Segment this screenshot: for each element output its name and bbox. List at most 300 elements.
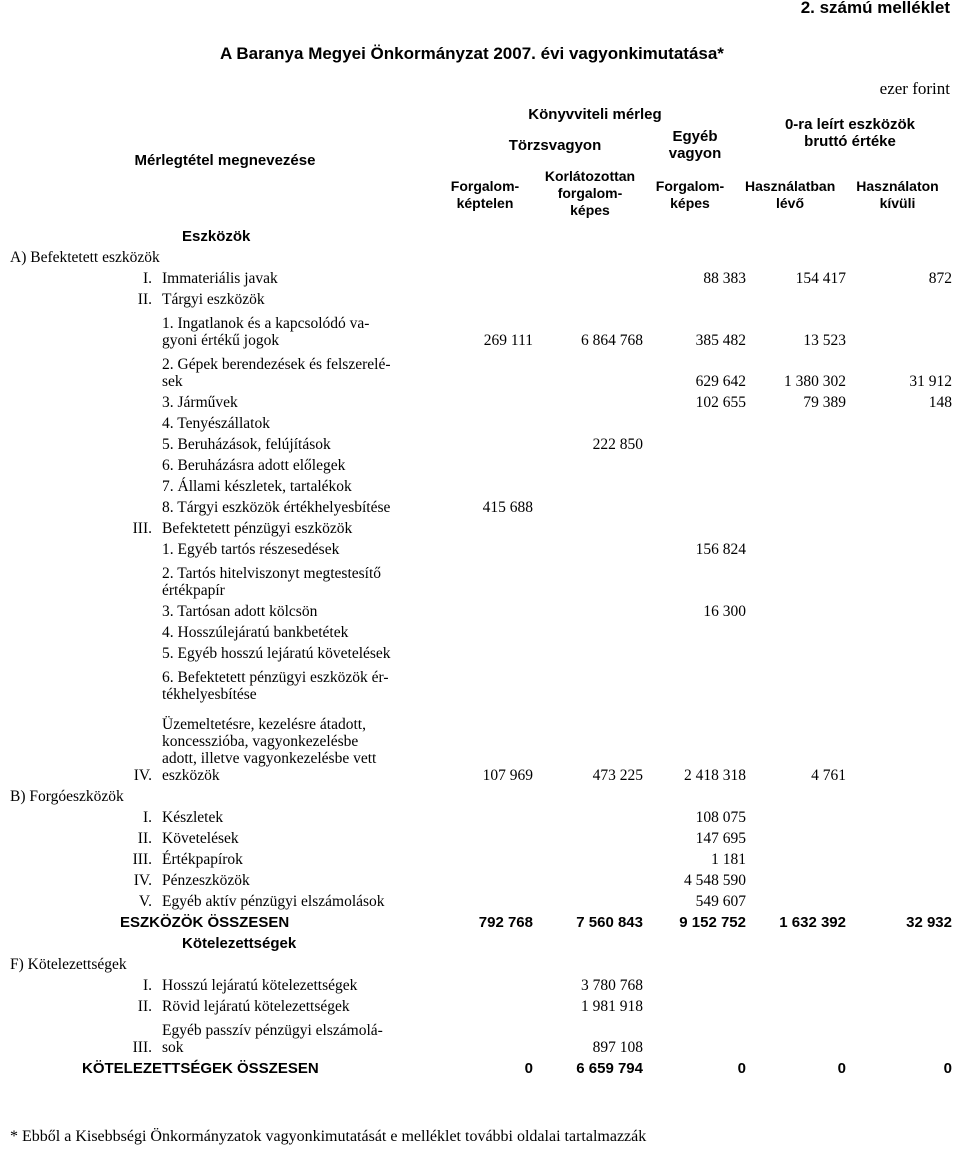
table-row [0, 994, 960, 1015]
row-value [651, 994, 754, 1015]
row-value [441, 432, 541, 453]
row-item-label: 2. Gépek berendezések és felszerelé- sek [162, 356, 391, 390]
row-value [854, 641, 960, 662]
row-roman-numeral [120, 474, 158, 495]
row-value [441, 558, 541, 599]
header-core-assets: Törzsvagyon [508, 137, 602, 154]
row-value [441, 245, 541, 266]
row-value: 16 300 [703, 603, 746, 620]
row-value [754, 516, 854, 537]
row-roman-numeral: I. [142, 977, 152, 994]
row-value [854, 805, 960, 826]
row-value: 107 969 [482, 767, 533, 784]
row-roman-numeral [120, 558, 158, 599]
row-group-label [0, 620, 120, 641]
row-item-label: Egyéb passzív pénzügyi elszámolá- sok [162, 1022, 383, 1056]
row-value [754, 558, 854, 599]
table-row [0, 620, 960, 641]
row-value: 6 864 768 [581, 332, 643, 349]
row-value [541, 599, 651, 620]
row-value [854, 474, 960, 495]
row-roman-numeral [120, 432, 158, 453]
row-item-label: Kötelezettségek [182, 935, 297, 952]
row-value [541, 620, 651, 641]
row-value: 2 418 318 [684, 767, 746, 784]
row-value [854, 411, 960, 432]
row-value [651, 952, 754, 973]
row-group-label [0, 973, 120, 994]
row-value [541, 889, 651, 910]
row-value [651, 1015, 754, 1056]
row-value [441, 474, 541, 495]
row-value [754, 453, 854, 474]
row-value [754, 599, 854, 620]
row-group-label [0, 931, 120, 952]
table-row [0, 495, 960, 516]
row-value [441, 994, 541, 1015]
row-value [441, 349, 541, 390]
row-group-label [0, 868, 120, 889]
page-title: A Baranya Megyei Önkormányzat 2007. évi vagyonkimutatása* [220, 44, 724, 63]
row-value [541, 847, 651, 868]
row-value [441, 952, 541, 973]
row-value [441, 620, 541, 641]
row-value [441, 390, 541, 411]
row-item-label: ESZKÖZÖK ÖSSZESEN [120, 914, 290, 931]
table-row [0, 287, 960, 308]
row-value [651, 641, 754, 662]
table-row [0, 245, 960, 266]
row-value [541, 641, 651, 662]
row-roman-numeral [120, 349, 158, 390]
row-group-label [0, 308, 120, 349]
row-group-label [0, 910, 120, 931]
row-value [541, 287, 651, 308]
row-value [754, 495, 854, 516]
row-value [651, 287, 754, 308]
row-value [651, 662, 754, 703]
row-value [754, 432, 854, 453]
row-value [854, 662, 960, 703]
row-value [854, 599, 960, 620]
row-group-label [0, 287, 120, 308]
row-value: 1 981 918 [581, 998, 643, 1015]
row-value [541, 266, 651, 287]
table-row [0, 868, 960, 889]
row-value [754, 826, 854, 847]
row-value [441, 847, 541, 868]
row-value [854, 931, 960, 952]
row-value [854, 516, 960, 537]
table-row [0, 558, 960, 599]
row-value: 629 642 [695, 373, 746, 390]
table-row [0, 266, 960, 287]
row-value [651, 224, 754, 245]
row-item-label: Egyéb aktív pénzügyi elszámolások [162, 893, 385, 910]
row-value [651, 411, 754, 432]
row-value: 1 632 392 [779, 914, 846, 931]
header-col-in-use: Használatban lévő [745, 178, 836, 211]
row-value: 6 659 794 [576, 1060, 643, 1077]
table-row [0, 432, 960, 453]
row-group-label [0, 474, 120, 495]
row-value [441, 453, 541, 474]
row-value [651, 432, 754, 453]
row-value [441, 889, 541, 910]
asset-table [0, 224, 960, 1077]
row-item-label: Befektetett pénzügyi eszközök [162, 520, 353, 537]
row-value: 31 912 [909, 373, 952, 390]
row-value [541, 474, 651, 495]
table-row [0, 641, 960, 662]
row-value [854, 308, 960, 349]
row-item-label: 3. Járművek [162, 394, 238, 411]
row-roman-numeral: III. [132, 1039, 152, 1056]
header-other-assets: Egyéb vagyon [668, 128, 722, 162]
row-group-label [0, 390, 120, 411]
table-row [0, 1015, 960, 1056]
table-row [0, 516, 960, 537]
row-value: 269 111 [483, 332, 533, 349]
row-value [754, 973, 854, 994]
row-item-label: KÖTELEZETTSÉGEK ÖSSZESEN [82, 1060, 319, 1077]
header-col-restricted: Korlátozottan forgalom- képes [544, 168, 636, 218]
row-value [541, 349, 651, 390]
row-value [854, 495, 960, 516]
row-value: 1 380 302 [784, 373, 846, 390]
row-roman-numeral [120, 495, 158, 516]
row-roman-numeral: II. [137, 998, 152, 1015]
row-value [854, 287, 960, 308]
row-value [854, 432, 960, 453]
row-item-label [158, 245, 441, 266]
row-value [854, 994, 960, 1015]
row-value [754, 411, 854, 432]
row-value: 222 850 [592, 436, 643, 453]
row-value [754, 537, 854, 558]
row-value [854, 868, 960, 889]
header-col-out-of-use: Használaton kívüli [856, 178, 939, 211]
table-row [0, 952, 960, 973]
row-value [541, 558, 651, 599]
row-item-label: Immateriális javak [162, 270, 278, 287]
row-value: 4 548 590 [684, 872, 746, 889]
row-roman-numeral [120, 453, 158, 474]
table-row [0, 889, 960, 910]
row-value: 0 [524, 1060, 533, 1077]
table-row [0, 599, 960, 620]
table-row [0, 826, 960, 847]
row-value [854, 703, 960, 784]
header-col-nontradeable: Forgalom- képtelen [450, 178, 520, 211]
row-value [754, 868, 854, 889]
row-value: 0 [943, 1060, 952, 1077]
row-value [441, 516, 541, 537]
row-roman-numeral [120, 599, 158, 620]
row-value [754, 784, 854, 805]
row-item-label: Tárgyi eszközök [162, 291, 265, 308]
table-row [0, 931, 960, 952]
row-value [754, 1015, 854, 1056]
row-value [541, 931, 651, 952]
row-group-label [0, 847, 120, 868]
row-value [651, 973, 754, 994]
table-row [0, 973, 960, 994]
row-value: 7 560 843 [576, 914, 643, 931]
row-value [754, 994, 854, 1015]
row-value: 4 761 [811, 767, 846, 784]
row-value [854, 784, 960, 805]
row-item-label: 7. Állami készletek, tartalékok [162, 478, 352, 495]
row-group-label [0, 453, 120, 474]
row-value [541, 224, 651, 245]
row-roman-numeral: III. [132, 520, 152, 537]
row-value [441, 662, 541, 703]
row-value [441, 805, 541, 826]
row-item-label: Pénzeszközök [162, 872, 250, 889]
row-value: 3 780 768 [581, 977, 643, 994]
row-value [441, 599, 541, 620]
table-row [0, 349, 960, 390]
row-value: 872 [928, 270, 952, 287]
row-roman-numeral [120, 537, 158, 558]
row-roman-numeral: IV. [133, 872, 152, 889]
row-value [651, 931, 754, 952]
row-item-label [158, 952, 441, 973]
row-group-label [0, 266, 120, 287]
row-item-label: 5. Egyéb hosszú lejáratú követelések [162, 645, 391, 662]
row-value [754, 620, 854, 641]
row-value [441, 973, 541, 994]
row-group-label: F) Kötelezettségek [10, 956, 127, 973]
footnote: * Ebből a Kisebbségi Önkormányzatok vagyonkimutatását e melléklet további oldalai tartalmazzák [10, 1128, 647, 1145]
row-item-label: Készletek [162, 809, 224, 826]
row-roman-numeral: V. [138, 893, 152, 910]
row-value: 88 383 [703, 270, 746, 287]
table-row [0, 453, 960, 474]
row-item-label: 3. Tartósan adott kölcsön [162, 603, 318, 620]
row-value: 148 [928, 394, 952, 411]
row-group-label [0, 349, 120, 390]
row-value [541, 411, 651, 432]
row-value [541, 516, 651, 537]
row-roman-numeral: I. [142, 270, 152, 287]
row-value [754, 931, 854, 952]
annex-label: 2. számú melléklet [800, 0, 950, 17]
row-value [854, 224, 960, 245]
row-roman-numeral: II. [137, 291, 152, 308]
row-item-label: 4. Hosszúlejáratú bankbetétek [162, 624, 349, 641]
row-value [541, 826, 651, 847]
row-value [541, 495, 651, 516]
row-value [541, 952, 651, 973]
row-item-label: 8. Tárgyi eszközök értékhelyesbítése [162, 499, 391, 516]
table-row [0, 474, 960, 495]
row-item-label: Értékpapírok [162, 851, 243, 868]
row-group-label [0, 599, 120, 620]
row-roman-numeral [120, 784, 158, 805]
row-item-label: 6. Beruházásra adott előlegek [162, 457, 346, 474]
row-value: 792 768 [478, 914, 533, 931]
header-written-off: 0-ra leírt eszközök bruttó értéke [784, 116, 916, 150]
row-roman-numeral: II. [137, 830, 152, 847]
row-item-label: Üzemeltetésre, kezelésre átadott, koncesszióba, vagyonkezelésbe adott, illetve vagyonkezelésbe vett eszközök [162, 716, 377, 784]
row-value [651, 474, 754, 495]
row-group-label [0, 641, 120, 662]
row-item-label: Követelések [162, 830, 239, 847]
row-group-label [0, 805, 120, 826]
row-value [754, 287, 854, 308]
row-value: 415 688 [482, 499, 533, 516]
row-roman-numeral: IV. [133, 767, 152, 784]
row-group-label [0, 516, 120, 537]
row-value [541, 390, 651, 411]
row-value [651, 558, 754, 599]
row-value [854, 889, 960, 910]
row-value [754, 952, 854, 973]
row-value [754, 641, 854, 662]
row-item-label [158, 784, 441, 805]
row-item-label: 5. Beruházások, felújítások [162, 436, 331, 453]
table-row [0, 537, 960, 558]
row-roman-numeral [120, 620, 158, 641]
row-value: 154 417 [795, 270, 846, 287]
table-row [0, 224, 960, 245]
row-value [441, 224, 541, 245]
row-value [441, 266, 541, 287]
row-value [754, 662, 854, 703]
row-item-label: Hosszú lejáratú kötelezettségek [162, 977, 358, 994]
row-roman-numeral [120, 308, 158, 349]
row-value [854, 537, 960, 558]
row-value [651, 245, 754, 266]
row-roman-numeral: III. [132, 851, 152, 868]
row-value [441, 411, 541, 432]
row-value [441, 537, 541, 558]
row-value: 102 655 [695, 394, 746, 411]
row-value [754, 474, 854, 495]
row-value [754, 889, 854, 910]
row-group-label [0, 889, 120, 910]
table-row [0, 805, 960, 826]
asset-table-body [0, 224, 960, 1077]
row-value [854, 826, 960, 847]
row-value [754, 805, 854, 826]
row-roman-numeral [120, 390, 158, 411]
row-value [854, 453, 960, 474]
row-value [651, 620, 754, 641]
row-group-label [0, 537, 120, 558]
row-value [651, 516, 754, 537]
row-value: 473 225 [592, 767, 643, 784]
table-row [0, 308, 960, 349]
table-row [0, 703, 960, 784]
row-value [441, 826, 541, 847]
row-value [854, 245, 960, 266]
row-value [854, 847, 960, 868]
row-value [651, 453, 754, 474]
row-group-label [0, 703, 120, 784]
row-roman-numeral [120, 224, 158, 245]
row-item-label: 6. Befektetett pénzügyi eszközök ér- tékhelyesbítése [162, 669, 389, 703]
row-value [441, 784, 541, 805]
row-item-label: 1. Egyéb tartós részesedések [162, 541, 340, 558]
row-value [541, 245, 651, 266]
table-row [0, 847, 960, 868]
row-value: 1 181 [711, 851, 746, 868]
row-item-label: Rövid lejáratú kötelezettségek [162, 998, 350, 1015]
row-roman-numeral [120, 411, 158, 432]
row-value [854, 558, 960, 599]
row-item-label: 4. Tenyészállatok [162, 415, 270, 432]
row-value [651, 495, 754, 516]
row-value: 549 607 [695, 893, 746, 910]
row-value [441, 287, 541, 308]
header-book-balance: Könyvviteli mérleg [528, 106, 662, 123]
row-value: 156 824 [695, 541, 746, 558]
table-row [0, 662, 960, 703]
row-group-label [0, 432, 120, 453]
row-value [854, 620, 960, 641]
row-value [651, 784, 754, 805]
row-item-label: 1. Ingatlanok és a kapcsolódó va- gyoni értékű jogok [162, 315, 370, 349]
row-group-label [0, 224, 120, 245]
row-value [441, 1015, 541, 1056]
row-value: 0 [737, 1060, 746, 1077]
row-item-label: Eszközök [182, 228, 251, 245]
row-value: 79 389 [803, 394, 846, 411]
row-group-label: B) Forgóeszközök [10, 788, 124, 805]
table-row [0, 390, 960, 411]
row-value [541, 868, 651, 889]
row-value [854, 973, 960, 994]
row-value: 147 695 [695, 830, 746, 847]
row-value: 108 075 [695, 809, 746, 826]
row-value [541, 805, 651, 826]
row-group-label [0, 826, 120, 847]
header-col-tradeable: Forgalom- képes [655, 178, 725, 211]
row-group-label: A) Befektetett eszközök [10, 249, 160, 266]
unit-label: ezer forint [879, 79, 950, 98]
row-value: 32 932 [906, 914, 952, 931]
row-value: 9 152 752 [679, 914, 746, 931]
row-roman-numeral [120, 641, 158, 662]
table-row [0, 411, 960, 432]
header-item-name: Mérlegtétel megnevezése [134, 152, 316, 169]
row-value [854, 1015, 960, 1056]
row-value [541, 453, 651, 474]
row-group-label [0, 662, 120, 703]
table-row [0, 784, 960, 805]
row-value [541, 537, 651, 558]
row-group-label [0, 994, 120, 1015]
row-value [541, 784, 651, 805]
row-group-label [0, 1015, 120, 1056]
row-value [754, 847, 854, 868]
table-row [0, 1056, 960, 1077]
row-value [754, 224, 854, 245]
row-group-label [0, 558, 120, 599]
row-value [854, 952, 960, 973]
row-value: 0 [837, 1060, 846, 1077]
row-value [541, 662, 651, 703]
row-value: 385 482 [695, 332, 746, 349]
row-group-label [0, 495, 120, 516]
row-item-label: 2. Tartós hitelviszonyt megtestesítő értékpapír [162, 565, 382, 599]
row-roman-numeral [120, 662, 158, 703]
row-group-label [0, 411, 120, 432]
row-value [441, 931, 541, 952]
